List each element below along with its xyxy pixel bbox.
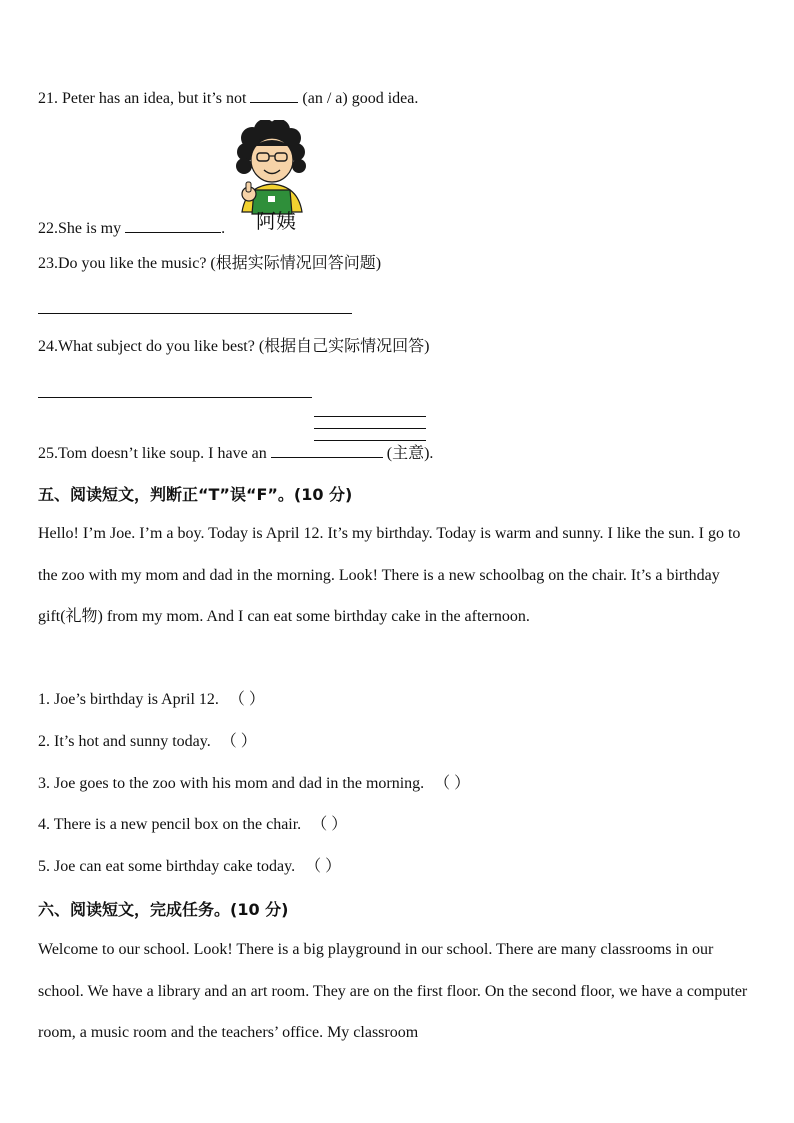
answer-paren[interactable]: （ ） bbox=[305, 858, 342, 875]
question-text-after: . bbox=[221, 220, 226, 237]
answer-paren[interactable]: （ ） bbox=[311, 816, 348, 833]
tf-item-4 bbox=[38, 815, 347, 835]
answer-blank[interactable] bbox=[250, 87, 298, 103]
tf-item-2 bbox=[38, 732, 257, 752]
section-5-passage: Hello! I’m Joe. I’m a boy. Today is April 12. It’s my birthday. Today is warm and sunny. I like the sun. I go to the zoo with my mom and dad in the morning. Look! There is a new schoolbag on the chair. It’s a birthday gift(礼物) from my mom. And I can eat some birthday cake in the afternoon. bbox=[38, 525, 741, 626]
item-text: 5. Joe can eat some birthday cake today. bbox=[38, 858, 296, 875]
question-number: 23. bbox=[38, 255, 58, 272]
image-caption: 阿姨 bbox=[256, 209, 296, 233]
question-text: . Peter has an idea, but it’s not bbox=[54, 90, 251, 107]
tf-item-3 bbox=[38, 774, 470, 794]
answer-paren[interactable]: （ ） bbox=[434, 775, 471, 792]
answer-blank[interactable] bbox=[125, 217, 221, 233]
question-text: Do you like the music? (根据实际情况回答问题) bbox=[58, 255, 382, 272]
question-text-after: (an / a) good idea. bbox=[298, 90, 419, 107]
answer-paren[interactable]: （ ） bbox=[220, 733, 257, 750]
answer-line-24[interactable] bbox=[38, 397, 312, 398]
item-text: 2. It’s hot and sunny today. bbox=[38, 733, 211, 750]
section-6-passage: Welcome to our school. Look! There is a big playground in our school. There are many classrooms in our school. We have a library and an art room. They are on the first floor. On the second floor, we have a computer room, a music room and the teachers’ office. My classroom bbox=[38, 941, 748, 1042]
answer-line-23[interactable] bbox=[38, 313, 352, 314]
question-24 bbox=[38, 337, 430, 357]
question-number: 21 bbox=[38, 90, 54, 107]
question-text: She is my bbox=[58, 220, 126, 237]
section-5-heading: 五、阅读短文，判断正“T”误“F”。(10 分) bbox=[38, 485, 353, 504]
question-number: 22. bbox=[38, 220, 58, 237]
question-number: 24. bbox=[38, 338, 58, 355]
auntie-illustration bbox=[232, 120, 314, 236]
section-6-heading: 六、阅读短文，完成任务。(10 分) bbox=[38, 900, 289, 919]
question-text-after: (主意). bbox=[382, 445, 434, 462]
question-number: 25. bbox=[38, 445, 58, 462]
question-25 bbox=[38, 442, 433, 464]
tf-item-5 bbox=[38, 857, 341, 877]
answer-blank[interactable] bbox=[271, 442, 383, 458]
item-text: 3. Joe goes to the zoo with his mom and dad in the morning. bbox=[38, 775, 425, 792]
item-text: 1. Joe’s birthday is April 12. bbox=[38, 691, 219, 708]
tf-item-1 bbox=[38, 690, 265, 710]
question-text: What subject do you like best? (根据自己实际情况回答) bbox=[58, 338, 430, 355]
question-21 bbox=[38, 87, 418, 109]
question-23 bbox=[38, 254, 381, 274]
answer-paren[interactable]: （ ） bbox=[228, 691, 265, 708]
question-22 bbox=[38, 217, 225, 239]
item-text: 4. There is a new pencil box on the chair. bbox=[38, 816, 302, 833]
question-text: Tom doesn’t like soup. I have an bbox=[58, 445, 271, 462]
